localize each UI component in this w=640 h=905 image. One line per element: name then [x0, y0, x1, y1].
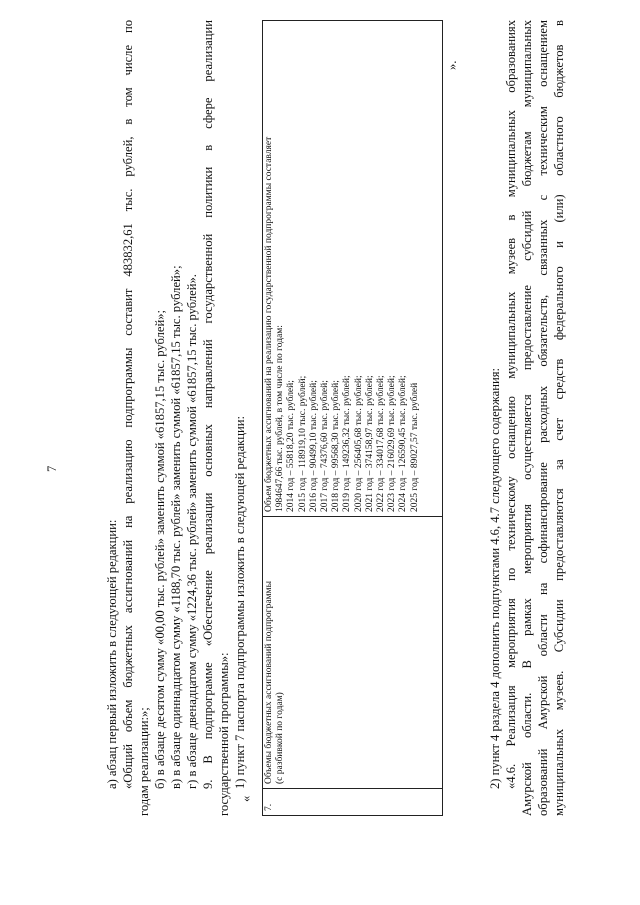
row-label-cell: [263, 517, 443, 789]
row-label-line-2: (с разбивкой по годам): [275, 692, 286, 784]
year-line: 2017 год – 74376,60 тыс. рублей;: [320, 380, 331, 512]
year-line: 2015 год – 118919,10 тыс. рублей;: [297, 375, 308, 512]
row-value-line-1: Объем бюджетных ассигнований на реализацию государственной подпрограммы составляет: [264, 136, 274, 512]
table-open-quote: «: [239, 795, 253, 802]
para-46-line-3: образований Амурской области на софинансирование расходных обязательств, связанных с техническим оснащением: [536, 20, 550, 816]
para-9-item-1: 1) пункт 7 паспорта подпрограммы изложить в следующей редакции:: [233, 415, 247, 789]
para-46-line-1: «4.6. Реализация мероприятия по техническому оснащению муниципальных музеев в муниципальных образованиях: [504, 20, 518, 789]
para-a-title: а) абзац первый изложить в следующей редакции:: [105, 519, 119, 789]
year-line: 2016 год – 90499,10 тыс. рублей;: [308, 380, 319, 512]
row-number-cell: 7.: [263, 789, 443, 816]
year-line: 2018 год – 99568,30 тыс. рублей;: [331, 380, 342, 512]
year-line: 2020 год – 256405,68 тыс. рублей;: [353, 375, 364, 512]
para-9-line-2: государственной программы»:: [217, 652, 231, 816]
para-a-quote-line-1: «Общий объем бюджетных ассигнований на реализацию подпрограммы составит 483832,61 тыс. рублей, в том числе по: [121, 20, 135, 789]
table-close-quote: ».: [445, 60, 459, 70]
para-g: г) в абзаце двенадцатом сумму «1224,36 тыс. рублей» заменить суммой «61857,15 тыс. рублей».: [185, 274, 199, 789]
year-line: 2023 год – 216029,69 тыс. рублей;: [387, 375, 398, 512]
para-46-line-4: муниципальных музеев. Субсидии предоставляются за счет средств федерального и (или) областного бюджетов в: [552, 20, 566, 816]
year-line: 2025 год – 89027,57 тыс. рублей: [409, 382, 420, 512]
row-value-line-2: 1984647,66 тыс. рублей, в том числе по годам:: [275, 325, 286, 512]
para-9-line-1: 9. В подпрограмме «Обеспечение реализации основных направлений государственной политики в сфере реализации: [201, 20, 215, 789]
year-line: 2019 год – 149236,32 тыс. рублей;: [342, 375, 353, 512]
para-2: 2) пункт 4 раздела 4 дополнить подпунктами 4.6, 4.7 следующего содержания:: [488, 367, 502, 789]
row-value-cell: [263, 21, 443, 517]
year-line: 2022 год – 334017,68 тыс. рублей;: [376, 375, 387, 512]
para-v: в) в абзаце одиннадцатом сумму «1188,70 тыс. рублей» заменить суммой «61857,15 тыс. рублей»;: [169, 265, 183, 789]
para-46-line-2: Амурской области. В рамках мероприятия осуществляется предоставление субсидий бюджетам муниципальных: [520, 20, 534, 816]
row-label-line-1: Объемы бюджетных ассигнований подпрограммы: [264, 581, 274, 784]
table-row: [263, 21, 443, 816]
passport-table: [262, 20, 443, 816]
year-line: 2024 год – 126590,45 тыс. рублей;: [398, 375, 409, 512]
year-line: 2014 год – 55818,20 тыс. рублей;: [286, 380, 297, 512]
para-a-quote-line-2: годам реализации:»;: [137, 707, 151, 816]
page-number: 7: [45, 465, 59, 472]
para-b: б) в абзаце десятом сумму «00,00 тыс. рублей» заменить суммой «61857,15 тыс. рублей»;: [153, 309, 167, 789]
year-line: 2021 год – 374158,97 тыс. рублей;: [364, 375, 375, 512]
